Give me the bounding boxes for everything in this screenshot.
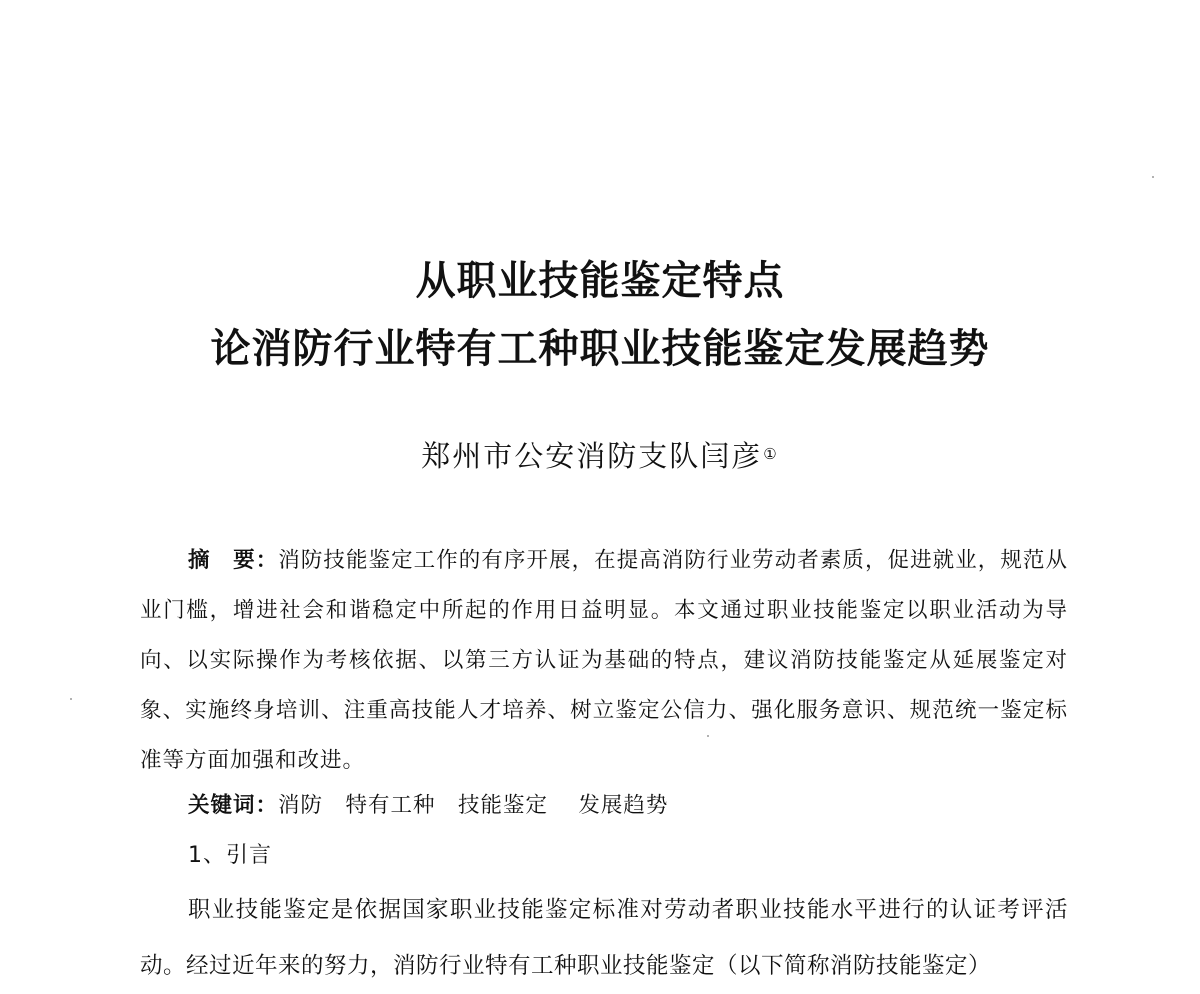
title-line-1: 从职业技能鉴定特点 (415, 258, 785, 304)
title-line-2: 论消防行业特有工种职业技能鉴定发展趋势 (210, 326, 990, 372)
author-name: 郑州市公安消防支队闫彦 (421, 439, 763, 473)
keywords-text: 消防 特有工种 技能鉴定 发展趋势 (278, 793, 669, 818)
abstract-text: 消防技能鉴定工作的有序开展，在提高消防行业劳动者素质，促进就业，规范从业门槛，增进社会和谐稳定中所起的作用日益明显。本文通过职业技能鉴定以职业活动为导向、以实际操作为考核依据、以第三方认证为基础的特点，建议消防技能鉴定从延展鉴定对象、实施终身培训、注重高技能人才培养、树立鉴定公信力、强化服务意识、规范统一鉴定标准等方面加强和改进。 (140, 548, 1068, 773)
abstract-label: 摘 要： (188, 548, 279, 573)
body-paragraph: 职业技能鉴定是依据国家职业技能鉴定标准对劳动者职业技能水平进行的认证考评活动。经过近年来的努力，消防行业特有工种职业技能鉴定（以下简称消防技能鉴定） (140, 897, 1068, 979)
section-heading-introduction: 1、引言 (188, 843, 272, 868)
keywords-line (188, 786, 668, 826)
abstract-paragraph (140, 536, 1068, 786)
author-line (0, 436, 1200, 476)
scan-speck (707, 735, 709, 737)
keywords-label: 关键词： (188, 793, 279, 818)
scan-speck (1152, 176, 1154, 178)
scan-speck (70, 698, 72, 700)
author-footnote-mark: ① (763, 445, 779, 463)
